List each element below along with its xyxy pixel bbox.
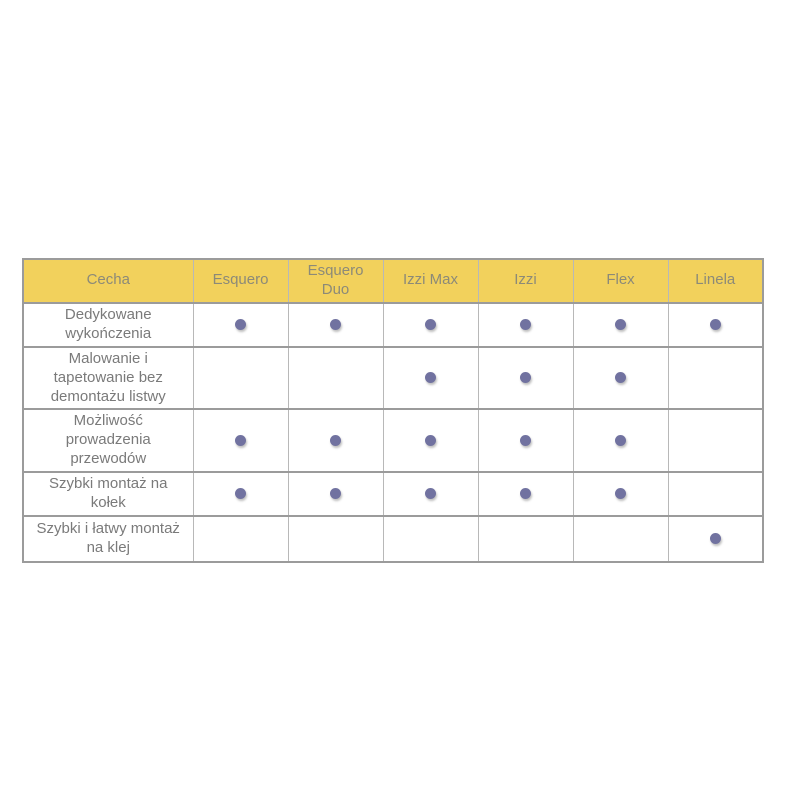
feature-cell xyxy=(478,472,573,516)
feature-dot xyxy=(425,319,436,330)
table-row xyxy=(23,409,763,472)
feature-dot xyxy=(425,372,436,383)
feature-cell xyxy=(573,347,668,410)
feature-cell xyxy=(383,409,478,472)
feature-cell xyxy=(478,347,573,410)
feature-cell xyxy=(668,347,763,410)
feature-cell xyxy=(668,516,763,562)
feature-dot xyxy=(615,435,626,446)
feature-dot xyxy=(520,319,531,330)
feature-cell xyxy=(383,303,478,347)
feature-cell xyxy=(573,472,668,516)
feature-dot xyxy=(520,372,531,383)
table-row xyxy=(23,516,763,562)
feature-cell xyxy=(193,409,288,472)
feature-cell xyxy=(193,303,288,347)
feature-cell xyxy=(383,516,478,562)
feature-cell xyxy=(573,303,668,347)
header-row xyxy=(23,259,763,303)
feature-cell xyxy=(478,303,573,347)
table-row xyxy=(23,303,763,347)
header-cell-esquero-duo: Esquero Duo xyxy=(288,259,383,303)
header-cell-feature: Cecha xyxy=(23,259,193,303)
feature-cell xyxy=(193,516,288,562)
feature-cell xyxy=(573,516,668,562)
feature-cell xyxy=(288,472,383,516)
feature-cell xyxy=(383,472,478,516)
feature-dot xyxy=(425,435,436,446)
feature-dot xyxy=(520,435,531,446)
feature-cell xyxy=(573,409,668,472)
feature-cell xyxy=(193,472,288,516)
feature-cell xyxy=(288,303,383,347)
table-row xyxy=(23,472,763,516)
feature-dot xyxy=(615,372,626,383)
feature-cell xyxy=(668,303,763,347)
feature-dot xyxy=(615,319,626,330)
feature-cell xyxy=(288,516,383,562)
feature-name: Szybki montaż na kołek xyxy=(23,472,193,516)
feature-dot xyxy=(330,488,341,499)
feature-name: Szybki i łatwy montaż na klej xyxy=(23,516,193,562)
table-row xyxy=(23,347,763,410)
header-cell-izzi-max: Izzi Max xyxy=(383,259,478,303)
feature-cell xyxy=(383,347,478,410)
feature-cell xyxy=(478,409,573,472)
feature-dot xyxy=(235,435,246,446)
feature-cell xyxy=(478,516,573,562)
feature-dot xyxy=(710,533,721,544)
feature-name: Możliwość prowadzenia przewodów xyxy=(23,409,193,472)
feature-name: Malowanie i tapetowanie bez demontażu listwy xyxy=(23,347,193,410)
feature-dot xyxy=(235,488,246,499)
feature-dot xyxy=(615,488,626,499)
feature-dot xyxy=(330,319,341,330)
header-cell-flex: Flex xyxy=(573,259,668,303)
feature-cell xyxy=(288,409,383,472)
feature-dot xyxy=(710,319,721,330)
header-cell-linela: Linela xyxy=(668,259,763,303)
feature-cell xyxy=(668,409,763,472)
feature-cell xyxy=(668,472,763,516)
feature-dot xyxy=(330,435,341,446)
feature-cell xyxy=(193,347,288,410)
header-cell-izzi: Izzi xyxy=(478,259,573,303)
feature-dot xyxy=(425,488,436,499)
feature-cell xyxy=(288,347,383,410)
header-cell-esquero: Esquero xyxy=(193,259,288,303)
feature-dot xyxy=(235,319,246,330)
feature-dot xyxy=(520,488,531,499)
feature-comparison-table xyxy=(22,258,764,563)
feature-name: Dedykowane wykończenia xyxy=(23,303,193,347)
